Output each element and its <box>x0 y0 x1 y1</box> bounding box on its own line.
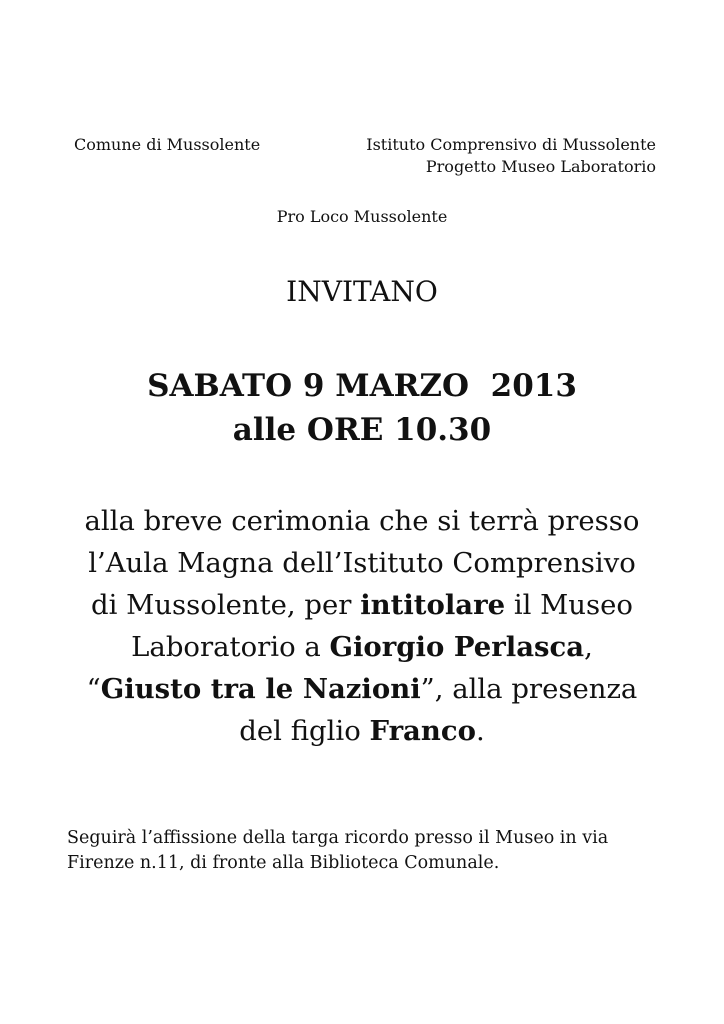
organizer-pro-loco: Pro Loco Mussolente <box>276 207 448 226</box>
body-line-3 <box>0 584 724 626</box>
organizer-istituto-name: Istituto Comprensivo di Mussolente <box>366 135 656 154</box>
event-time: alle ORE 10.30 <box>232 412 492 448</box>
emphasis-intitolare: intitolare <box>360 589 506 621</box>
organizer-progetto: Progetto Museo Laboratorio <box>425 157 656 176</box>
invitation-body <box>0 500 724 752</box>
invite-heading: INVITANO <box>286 275 438 308</box>
body-text-segment: “ <box>86 673 101 705</box>
event-date: SABATO 9 MARZO 2013 <box>147 368 577 404</box>
body-line-2: l’Aula Magna dell’Istituto Comprensivo <box>88 547 636 579</box>
emphasis-franco: Franco <box>369 715 476 747</box>
body-line-4 <box>0 626 724 668</box>
organizer-istituto <box>366 134 656 178</box>
footer-line-1: Seguirà l’affissione della targa ricordo presso il Museo in via <box>67 828 609 848</box>
footer-note <box>67 826 608 876</box>
body-text-segment: il Museo <box>505 589 633 621</box>
body-text-segment: Laboratorio a <box>131 631 330 663</box>
body-text-segment: ”, alla presenza <box>420 673 638 705</box>
event-datetime <box>0 364 724 452</box>
organizer-comune: Comune di Mussolente <box>74 135 261 154</box>
body-line-5 <box>0 668 724 710</box>
body-text-segment: del figlio <box>239 715 370 747</box>
body-text-segment: , <box>584 631 593 663</box>
body-text-segment: . <box>475 715 485 747</box>
body-line-1: alla breve cerimonia che si terrà presso <box>84 505 640 537</box>
footer-line-2: Firenze n.11, di fronte alla Biblioteca Comunale. <box>67 853 500 873</box>
emphasis-perlasca: Giorgio Perlasca <box>329 631 585 663</box>
body-line-6 <box>0 710 724 752</box>
body-text-segment: di Mussolente, per <box>91 589 361 621</box>
emphasis-giusto: Giusto tra le Nazioni <box>100 673 421 705</box>
